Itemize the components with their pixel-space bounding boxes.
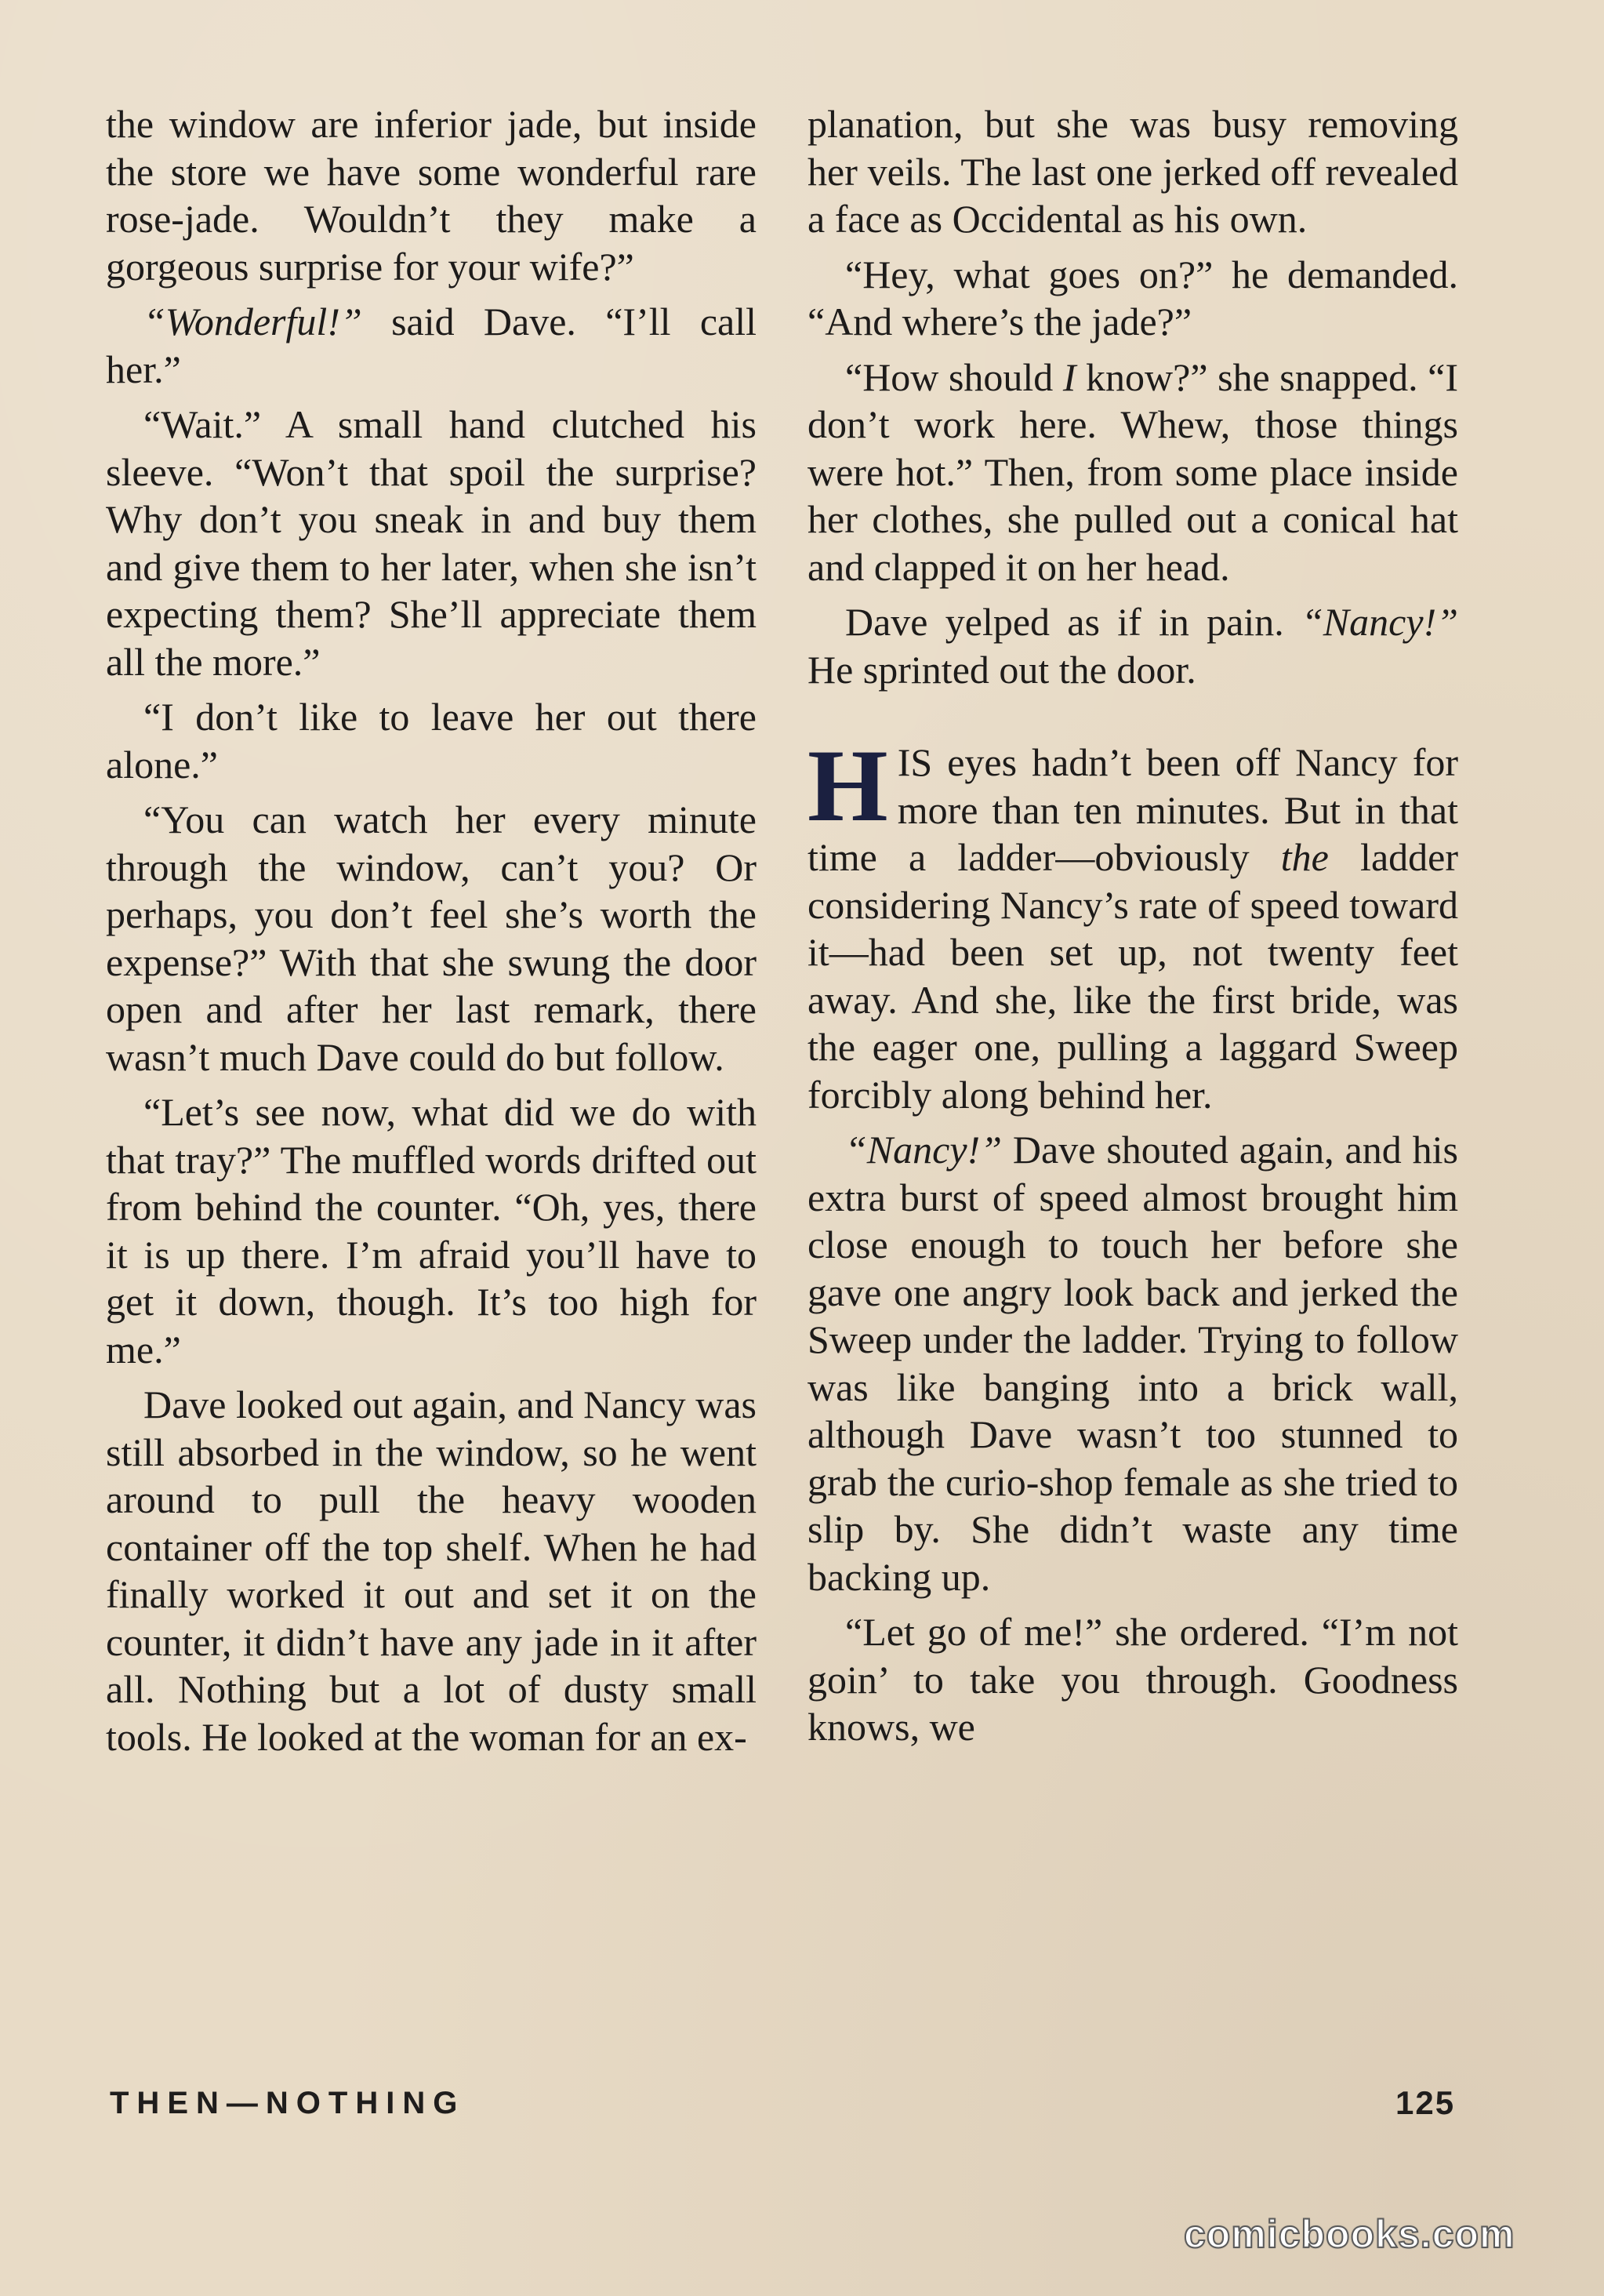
running-title: THEN—NOTHING	[110, 2086, 466, 2120]
paragraph: the window are inferior jade, but inside the store we have some wonderful rare rose-jade. Wouldn’t they make a gorgeous surprise for your wife?”	[106, 102, 757, 289]
page-number: 125	[1395, 2084, 1456, 2121]
paragraph: “Hey, what goes on?” he demanded. “And where’s the jade?”	[807, 252, 1458, 343]
paragraph: Dave yelped as if in pain. “Nancy!” He sprinted out the door.	[807, 600, 1458, 692]
paragraph: “Let go of me!” she ordered. “I’m not goin’ to take you through. Goodness knows, we	[807, 1610, 1458, 1749]
left-text-column	[106, 100, 757, 1768]
watermark-logo: comicbooks.com	[1184, 2212, 1515, 2256]
emphasis: the	[1280, 835, 1329, 879]
paragraph: “Nancy!” Dave shouted again, and his extra burst of speed almost brought him close enough to touch her before she gave one angry look back and jerked the Sweep under the ladder. Trying to follow was like banging into a brick wall, although Dave wasn’t too stunned to grab the curio-shop female as she tried to slip by. She didn’t waste any time backing up.	[807, 1128, 1458, 1599]
paragraph: “Let’s see now, what did we do with that tray?” The muffled words drifted out from behind the counter. “Oh, yes, there it is up there. I’m afraid you’ll have to get it down, though. It’s too high for me.”	[106, 1090, 757, 1371]
emphasis: “Nancy!”	[845, 1128, 1002, 1172]
paragraph: “You can watch her every minute through the window, can’t you? Or perhaps, you don’t feel she’s worth the expense?” With that she swung the door open and after her last remark, there wasn’t much Dave could do but follow.	[106, 797, 757, 1079]
paragraph: “I don’t like to leave her out there alone.”	[106, 695, 757, 787]
drop-cap: H	[807, 728, 888, 843]
section-opening-paragraph: HIS eyes hadn’t been off Nancy for more than ten minutes. But in that time a ladder—obviously the ladder considering Nancy’s rate of speed toward it—had been set up, not twenty feet away. And she, like the first bride, was the eager one, pulling a laggard Sweep forcibly along behind her.	[807, 728, 1458, 1117]
paragraph: “Wait.” A small hand clutched his sleeve. “Won’t that spoil the surprise? Why don’t you sneak in and buy them and give them to her later, when she isn’t expecting them? She’ll appreciate them all the more.”	[106, 402, 757, 684]
emphasis: “Wonderful!”	[143, 300, 362, 343]
paragraph: “How should I know?” she snapped. “I don’t work here. Whew, those things were hot.” Then, from some place inside her clothes, she pulled out a conical hat and clapped it on her head.	[807, 354, 1458, 589]
paragraph: Dave looked out again, and Nancy was still absorbed in the window, so he went around to pull the heavy wooden container off the top shelf. When he had finally worked it out and set it on the counter, it didn’t have any jade in it after all. Nothing but a lot of dusty small tools. He looked at the woman for an ex-	[106, 1382, 757, 1759]
paragraph: planation, but she was busy removing her veils. The last one jerked off revealed a face as Occidental as his own.	[807, 102, 1458, 241]
right-text-column	[807, 100, 1458, 1759]
paragraph: “Wonderful!” said Dave. “I’ll call her.”	[106, 300, 757, 391]
emphasis: “Nancy!”	[1301, 600, 1458, 644]
emphasis: I	[1062, 354, 1076, 399]
